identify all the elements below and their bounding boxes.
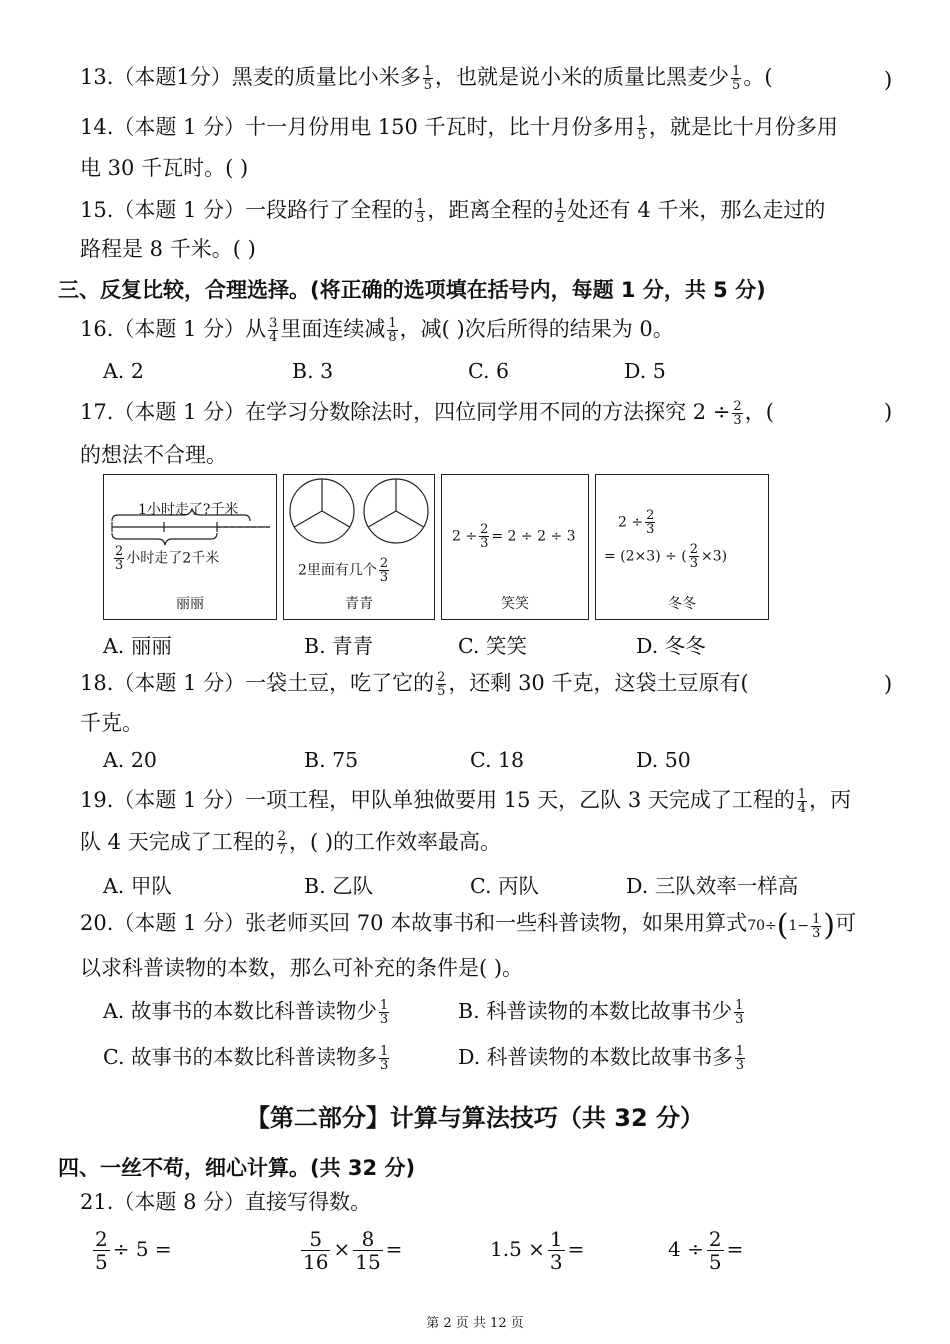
answer-paren-close: )	[884, 68, 893, 92]
q16-option-c[interactable]: C. 6	[468, 359, 510, 383]
fraction: $\frac{3}{4}$	[269, 316, 278, 345]
fraction: $\frac{2}{3}$	[115, 544, 124, 573]
circles-diagram	[284, 475, 436, 555]
calc-item-2: $\frac{5}{16}$ × $\frac{8}{15}$ =	[303, 1227, 403, 1274]
question-14-line2: 电 30 千瓦时。( )	[80, 156, 249, 180]
q18-option-a[interactable]: A. 20	[103, 748, 157, 772]
question-20-line2: 以求科普读物的本数，那么可补充的条件是( )。	[80, 956, 524, 980]
q16-option-d[interactable]: D. 5	[624, 359, 666, 383]
fraction: $\frac{1}{3}$	[735, 998, 744, 1027]
fraction: $\frac{1}{4}$	[797, 787, 807, 816]
question-21: 21.（本题 8 分）直接写得数。	[80, 1190, 372, 1214]
question-13: 13.（本题1分）黑麦的质量比小米多 $\frac{1}{5}$ ，也就是说小米的质量比黑麦少 $\frac{1}{5}$ 。(	[80, 64, 773, 93]
question-15: 15.（本题 1 分）一段路行了全程的 $\frac{1}{3}$ ，距离全程的 $\frac{1}{2}$ 处还有 4 千米，那么走过的	[80, 197, 826, 226]
box-xiaoxiao	[441, 474, 589, 620]
fraction: $\frac{2}{3}$	[689, 542, 699, 571]
fraction: $\frac{2}{3}$	[379, 556, 389, 585]
box-dongdong	[595, 474, 769, 620]
fraction: $\frac{1}{3}$	[812, 911, 821, 941]
fraction: $\frac{1}{3}$	[416, 197, 425, 226]
xiaoxiao-expression: 2 ÷ $\frac{2}{3}$ = 2 ÷ 2 ÷ 3	[452, 522, 576, 551]
q17-option-a[interactable]: A. 丽丽	[103, 634, 172, 658]
fraction: $\frac{2}{3}$	[733, 399, 742, 428]
fraction: $\frac{2}{5}$	[95, 1227, 108, 1274]
calc-item-3: 1.5 × $\frac{1}{3}$ =	[490, 1227, 585, 1274]
question-19: 19.（本题 1 分）一项工程，甲队单独做要用 15 天，乙队 3 天完成了工程的 $\frac{1}{4}$ ，丙	[80, 787, 852, 816]
q20-option-d[interactable]: D. 科普读物的本数比故事书多 $\frac{1}{3}$	[458, 1044, 745, 1073]
question-17: 17.（本题 1 分）在学习分数除法时，四位同学用不同的方法探究 2 ÷ $\frac{2}{3}$ ，(	[80, 399, 774, 428]
fraction: $\frac{1}{5}$	[637, 114, 646, 143]
fraction: $\frac{5}{16}$	[303, 1227, 329, 1274]
question-18: 18.（本题 1 分）一袋土豆，吃了它的 $\frac{2}{5}$ ，还剩 30 千克，这袋土豆原有(	[80, 670, 749, 699]
answer-paren-close: )	[884, 672, 893, 696]
calc-item-4: 4 ÷ $\frac{2}{5}$ =	[668, 1227, 744, 1274]
q20-expression: 70÷(1− $\frac{1}{3}$ )	[747, 908, 836, 943]
q20-option-c[interactable]: C. 故事书的本数比科普读物多 $\frac{1}{3}$	[103, 1044, 389, 1073]
q19-option-d[interactable]: D. 三队效率一样高	[626, 874, 799, 898]
question-17-line2: 的想法不合理。	[80, 443, 227, 467]
dongdong-line2: = (2×3) ÷ ( $\frac{2}{3}$ ×3)	[604, 542, 728, 571]
fraction: $\frac{1}{5}$	[732, 64, 741, 93]
fraction: $\frac{1}{8}$	[388, 316, 397, 345]
fraction: $\frac{1}{5}$	[423, 64, 433, 93]
q18-option-c[interactable]: C. 18	[470, 748, 525, 772]
section-4-heading: 四、一丝不苟，细心计算。(共 32 分)	[58, 1156, 416, 1180]
q20-option-a[interactable]: A. 故事书的本数比科普读物少 $\frac{1}{3}$	[103, 998, 389, 1027]
dongdong-name: 冬冬	[668, 596, 696, 612]
question-18-line2: 千克。	[80, 711, 143, 735]
q19-option-b[interactable]: B. 乙队	[304, 874, 374, 898]
q16-option-b[interactable]: B. 3	[292, 359, 334, 383]
q18-option-b[interactable]: B. 75	[304, 748, 359, 772]
q16-option-a[interactable]: A. 2	[103, 359, 144, 383]
box-qingqing	[283, 474, 435, 620]
fraction: $\frac{1}{3}$	[549, 1227, 563, 1274]
fraction: $\frac{1}{3}$	[735, 1044, 745, 1073]
box-lili	[103, 474, 277, 620]
fraction: $\frac{2}{5}$	[437, 670, 446, 699]
q20-option-b[interactable]: B. 科普读物的本数比故事书少 $\frac{1}{3}$	[458, 998, 744, 1027]
fraction: $\frac{1}{3}$	[379, 998, 389, 1027]
lili-bottom-label: $\frac{2}{3}$ 小时走了2千米	[115, 544, 220, 573]
section-3-heading: 三、反复比较，合理选择。(将正确的选项填在括号内，每题 1 分，共 5 分)	[58, 278, 766, 302]
qingqing-label: 2里面有几个 $\frac{2}{3}$	[298, 556, 389, 585]
q18-option-d[interactable]: D. 50	[636, 748, 691, 772]
lili-top-label: 1小时走了?千米	[138, 502, 239, 518]
answer-paren-close: )	[884, 400, 893, 424]
part-2-heading: 【第二部分】计算与算法技巧（共 32 分）	[245, 1104, 705, 1132]
q17-option-c[interactable]: C. 笑笑	[458, 634, 527, 658]
q17-option-b[interactable]: B. 青青	[304, 634, 374, 658]
q17-option-d[interactable]: D. 冬冬	[636, 634, 706, 658]
fraction: $\frac{2}{3}$	[646, 508, 655, 537]
question-14: 14.（本题 1 分）十一月份用电 150 千瓦时，比十月份多用 $\frac{1}{5}$ ，就是比十月份多用	[80, 114, 838, 143]
fraction: $\frac{2}{7}$	[277, 829, 286, 858]
fraction: $\frac{2}{5}$	[708, 1227, 722, 1274]
fraction: $\frac{1}{2}$	[556, 197, 565, 226]
fraction: $\frac{8}{15}$	[355, 1227, 381, 1274]
fraction: $\frac{1}{3}$	[380, 1044, 389, 1073]
qingqing-name: 青青	[345, 596, 373, 612]
xiaoxiao-name: 笑笑	[501, 596, 529, 612]
question-19-line2: 队 4 天完成了工程的 $\frac{2}{7}$ ，( )的工作效率最高。	[80, 829, 502, 858]
fraction: $\frac{2}{3}$	[480, 522, 489, 551]
page-footer: 第 2 页 共 12 页	[426, 1316, 524, 1331]
question-15-line2: 路程是 8 千米。( )	[80, 237, 256, 261]
calc-item-1: $\frac{2}{5}$ ÷ 5 =	[95, 1227, 172, 1274]
question-16: 16.（本题 1 分）从 $\frac{3}{4}$ 里面连续减 $\frac{1}{8}$ ，减( )次后所得的结果为 0。	[80, 316, 674, 345]
question-20: 20.（本题 1 分）张老师买回 70 本故事书和一些科普读物，如果用算式70÷(1− $\frac{1}{3}$ )可	[80, 908, 857, 943]
lili-name: 丽丽	[176, 596, 204, 612]
q19-option-c[interactable]: C. 丙队	[470, 874, 539, 898]
q19-option-a[interactable]: A. 甲队	[103, 874, 172, 898]
dongdong-line1: 2 ÷ $\frac{2}{3}$	[618, 508, 655, 537]
